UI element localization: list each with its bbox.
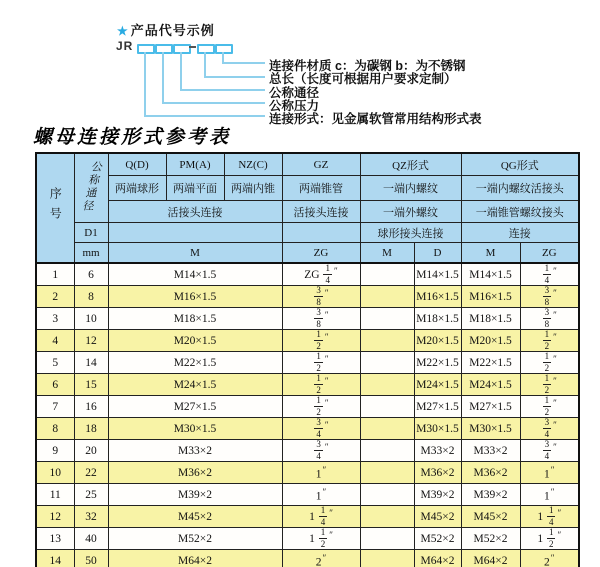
- cell-qz-m: [360, 396, 414, 418]
- header-gz-type: 两端锥管: [282, 176, 360, 201]
- cell-gz: $\frac{1}{2}$ ″: [282, 330, 360, 352]
- cell-dn: 20: [74, 440, 108, 462]
- diagram-label-length: 总长（长度可根据用户要求定制）: [269, 72, 457, 86]
- cell-qz-d: M18×1.5: [414, 308, 461, 330]
- cell-qg-m: M45×2: [461, 506, 520, 528]
- header-unit-zg: ZG: [282, 243, 360, 264]
- table-body: [36, 263, 579, 567]
- cell-m: M33×2: [108, 440, 282, 462]
- cell-qz-d: M30×1.5: [414, 418, 461, 440]
- header-q-type: 两端球形: [108, 176, 166, 201]
- cell-qz-d: M24×1.5: [414, 374, 461, 396]
- cell-dn: 10: [74, 308, 108, 330]
- diagram-label-connection: 连接形式：见金属软管常用结构形式表: [269, 112, 482, 126]
- header-pm-code: PM(A): [166, 153, 224, 176]
- cell-no: 12: [36, 506, 74, 528]
- cell-m: M14×1.5: [108, 263, 282, 286]
- cell-m: M30×1.5: [108, 418, 282, 440]
- cell-qg-zg: 2″: [520, 550, 579, 567]
- cell-gz: 1″: [282, 484, 360, 506]
- cell-no: 7: [36, 396, 74, 418]
- cell-m: M22×1.5: [108, 352, 282, 374]
- cell-m: M36×2: [108, 462, 282, 484]
- leader-line: [204, 76, 265, 78]
- cell-qg-m: M27×1.5: [461, 396, 520, 418]
- cell-qz-d: M52×2: [414, 528, 461, 550]
- cell-gz: 1 $\frac{1}{4}$ ″: [282, 506, 360, 528]
- cell-qg-m: M64×2: [461, 550, 520, 567]
- cell-qz-m: [360, 374, 414, 396]
- cell-qg-zg: 1 $\frac{1}{4}$ ″: [520, 506, 579, 528]
- leader-line: [180, 89, 265, 91]
- cell-no: 9: [36, 440, 74, 462]
- diagram-label-diameter: 公称通径: [269, 86, 320, 100]
- code-box-1: [137, 44, 155, 54]
- cell-dn: 40: [74, 528, 108, 550]
- header-unit-qg-m: M: [461, 243, 520, 264]
- cell-qz-d: M36×2: [414, 462, 461, 484]
- cell-qz-d: M39×2: [414, 484, 461, 506]
- cell-gz: $\frac{3}{4}$ ″: [282, 440, 360, 462]
- cell-qg-zg: $\frac{1}{2}$ ″: [520, 330, 579, 352]
- cell-dn: 22: [74, 462, 108, 484]
- diagram-label-material: 连接件材质 c：为碳钢 b：为不锈钢: [269, 59, 466, 73]
- cell-qg-zg: $\frac{3}{4}$ ″: [520, 440, 579, 462]
- cell-qg-m: M18×1.5: [461, 308, 520, 330]
- header-blank: [108, 223, 282, 243]
- table-row: [36, 550, 579, 567]
- cell-no: 5: [36, 352, 74, 374]
- cell-qz-m: [360, 506, 414, 528]
- cell-dn: 8: [74, 286, 108, 308]
- header-nz-code: NZ(C): [224, 153, 282, 176]
- cell-qz-m: [360, 352, 414, 374]
- cell-qg-zg: 1″: [520, 484, 579, 506]
- leader-line: [162, 52, 164, 104]
- cell-no: 11: [36, 484, 74, 506]
- header-gz-connect: 活接头连接: [282, 201, 360, 223]
- cell-qg-zg: 1 $\frac{1}{2}$ ″: [520, 528, 579, 550]
- code-box-2: [155, 44, 173, 54]
- cell-gz: 1 $\frac{1}{2}$ ″: [282, 528, 360, 550]
- header-qz-row4: 球形接头连接: [360, 223, 461, 243]
- table-row: [36, 374, 579, 396]
- cell-m: M64×2: [108, 550, 282, 567]
- cell-qg-m: M22×1.5: [461, 352, 520, 374]
- cell-m: M24×1.5: [108, 374, 282, 396]
- cell-dn: 16: [74, 396, 108, 418]
- cell-qz-m: [360, 528, 414, 550]
- header-qz-row3: 一端外螺纹: [360, 201, 461, 223]
- diagram-title-text: 产品代号示例: [130, 23, 215, 38]
- cell-qg-zg: $\frac{1}{2}$ ″: [520, 374, 579, 396]
- code-prefix: JR: [116, 39, 134, 53]
- code-box-5: [215, 44, 233, 54]
- cell-gz: $\frac{1}{2}$ ″: [282, 352, 360, 374]
- nut-connection-table: [35, 152, 580, 567]
- cell-dn: 6: [74, 263, 108, 286]
- header-nz-type: 两端内锥: [224, 176, 282, 201]
- cell-m: M20×1.5: [108, 330, 282, 352]
- table-row: [36, 484, 579, 506]
- header-pm-type: 两端平面: [166, 176, 224, 201]
- header-unit-qz-m: M: [360, 243, 414, 264]
- code-dash: [189, 46, 196, 48]
- header-qg-code: QG形式: [461, 153, 579, 176]
- cell-m: M27×1.5: [108, 396, 282, 418]
- code-box-4: [197, 44, 215, 54]
- header-mm: mm: [74, 243, 108, 264]
- cell-qg-zg: 1″: [520, 462, 579, 484]
- cell-qz-m: [360, 440, 414, 462]
- cell-qg-zg: $\frac{3}{4}$ ″: [520, 418, 579, 440]
- cell-qg-m: M39×2: [461, 484, 520, 506]
- cell-qg-m: M20×1.5: [461, 330, 520, 352]
- cell-qz-d: M33×2: [414, 440, 461, 462]
- header-gz-code: GZ: [282, 153, 360, 176]
- table-row: [36, 418, 579, 440]
- cell-qz-m: [360, 550, 414, 567]
- header-qg-row4: 连接: [461, 223, 579, 243]
- cell-m: M16×1.5: [108, 286, 282, 308]
- cell-qg-zg: $\frac{1}{2}$ ″: [520, 396, 579, 418]
- cell-dn: 12: [74, 330, 108, 352]
- cell-qz-m: [360, 330, 414, 352]
- cell-no: 2: [36, 286, 74, 308]
- cell-qz-d: M14×1.5: [414, 263, 461, 286]
- table-row: [36, 352, 579, 374]
- header-qg-row3: 一端锥管螺纹接头: [461, 201, 579, 223]
- diagram-label-pressure: 公称压力: [269, 99, 320, 113]
- cell-qz-m: [360, 286, 414, 308]
- header-union-connect: 活接头连接: [108, 201, 282, 223]
- cell-qz-d: M45×2: [414, 506, 461, 528]
- cell-qg-m: M14×1.5: [461, 263, 520, 286]
- cell-m: M52×2: [108, 528, 282, 550]
- cell-dn: 25: [74, 484, 108, 506]
- cell-gz: $\frac{3}{8}$ ″: [282, 308, 360, 330]
- cell-qg-zg: $\frac{3}{8}$ ″: [520, 286, 579, 308]
- table-row: [36, 263, 579, 286]
- leader-line: [180, 52, 182, 91]
- cell-gz: $\frac{3}{8}$ ″: [282, 286, 360, 308]
- cell-qg-m: M33×2: [461, 440, 520, 462]
- cell-qg-m: M16×1.5: [461, 286, 520, 308]
- header-d1: D1: [74, 223, 108, 243]
- header-qg-type: 一端内螺纹活接头: [461, 176, 579, 201]
- cell-qz-d: M22×1.5: [414, 352, 461, 374]
- cell-no: 8: [36, 418, 74, 440]
- header-qz-code: QZ形式: [360, 153, 461, 176]
- cell-qz-m: [360, 484, 414, 506]
- cell-qg-m: M52×2: [461, 528, 520, 550]
- cell-m: M39×2: [108, 484, 282, 506]
- cell-gz: 1″: [282, 462, 360, 484]
- cell-m: M45×2: [108, 506, 282, 528]
- table-row: [36, 330, 579, 352]
- table-row: [36, 506, 579, 528]
- table-row: [36, 308, 579, 330]
- header-q-code: Q(D): [108, 153, 166, 176]
- cell-dn: 14: [74, 352, 108, 374]
- header-unit-qz-d: D: [414, 243, 461, 264]
- header-unit-m: M: [108, 243, 282, 264]
- table-row: [36, 286, 579, 308]
- cell-no: 6: [36, 374, 74, 396]
- cell-no: 1: [36, 263, 74, 286]
- cell-qz-m: [360, 462, 414, 484]
- cell-qg-m: M30×1.5: [461, 418, 520, 440]
- cell-gz: $\frac{1}{2}$ ″: [282, 374, 360, 396]
- header-unit-qg-zg: ZG: [520, 243, 579, 264]
- cell-qg-m: M24×1.5: [461, 374, 520, 396]
- cell-qg-m: M36×2: [461, 462, 520, 484]
- cell-dn: 32: [74, 506, 108, 528]
- cell-qz-d: M27×1.5: [414, 396, 461, 418]
- cell-qg-zg: $\frac{3}{8}$ ″: [520, 308, 579, 330]
- cell-qz-d: M64×2: [414, 550, 461, 567]
- leader-line: [162, 102, 265, 104]
- cell-dn: 15: [74, 374, 108, 396]
- diagram-title: [117, 20, 215, 39]
- cell-no: 13: [36, 528, 74, 550]
- table-row: [36, 440, 579, 462]
- cell-gz: $\frac{1}{2}$ ″: [282, 396, 360, 418]
- cell-qg-zg: $\frac{1}{2}$ ″: [520, 352, 579, 374]
- star-icon: ★: [117, 24, 129, 38]
- cell-gz: $\frac{3}{4}$ ″: [282, 418, 360, 440]
- leader-line: [144, 115, 265, 117]
- cell-gz: ZG $\frac{1}{4}$ ″: [282, 263, 360, 286]
- cell-qz-m: [360, 308, 414, 330]
- cell-no: 3: [36, 308, 74, 330]
- table-row: [36, 462, 579, 484]
- leader-line: [204, 52, 206, 78]
- cell-no: 4: [36, 330, 74, 352]
- header-nominal-diameter: 公称通径: [74, 153, 108, 223]
- cell-no: 14: [36, 550, 74, 567]
- table-row: [36, 528, 579, 550]
- cell-dn: 18: [74, 418, 108, 440]
- header-blank: [282, 223, 360, 243]
- leader-line: [222, 62, 265, 64]
- header-qz-type: 一端内螺纹: [360, 176, 461, 201]
- table-title: 螺母连接形式参考表: [33, 126, 232, 148]
- cell-qz-m: [360, 418, 414, 440]
- cell-qz-d: M16×1.5: [414, 286, 461, 308]
- cell-dn: 50: [74, 550, 108, 567]
- cell-no: 10: [36, 462, 74, 484]
- cell-qg-zg: $\frac{1}{4}$ ″: [520, 263, 579, 286]
- table-row: [36, 396, 579, 418]
- cell-qz-d: M20×1.5: [414, 330, 461, 352]
- header-serial: 序号: [36, 153, 74, 263]
- cell-m: M18×1.5: [108, 308, 282, 330]
- leader-line: [144, 52, 146, 117]
- cell-gz: 2″: [282, 550, 360, 567]
- cell-qz-m: [360, 263, 414, 286]
